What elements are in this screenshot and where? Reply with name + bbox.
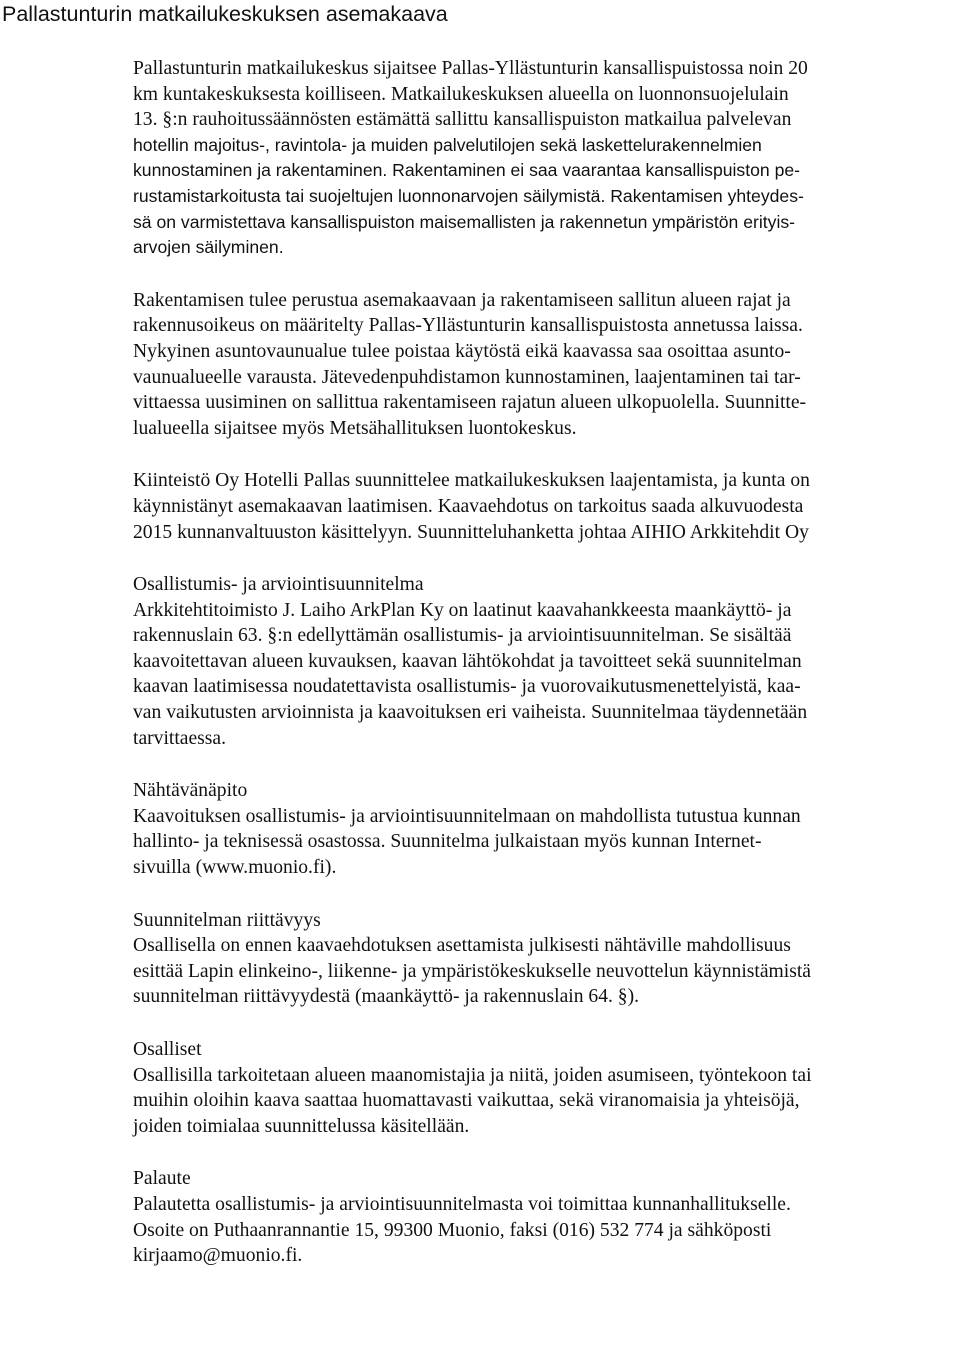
text-line: kunnostaminen ja rakentaminen. Rakentaminen ei saa vaarantaa kansallispuiston pe-: [133, 160, 801, 181]
text-line: vittaessa uusiminen on sallittua rakentamiseen rajatun alueen ulkopuolella. Suunnitte-: [133, 392, 807, 414]
text-line: käynnistänyt asemakaavan laatimisen. Kaavaehdotus on tarkoitus saada alkuvuodesta: [133, 495, 804, 517]
sufficiency-section: [133, 908, 960, 1010]
text-line: tarvittaessa.: [133, 727, 227, 749]
text-line: rakennusoikeus on määritelty Pallas-Yllästunturin kansallispuistosta annetussa laissa.: [133, 315, 803, 337]
initiative-paragraph: [133, 468, 960, 545]
text-line: Kiinteistö Oy Hotelli Pallas suunnittelee matkailukeskuksen laajentamista, ja kunta on: [133, 470, 810, 492]
text-line: lualueella sijaitsee myös Metsähallituksen luontokeskus.: [133, 417, 577, 439]
text-line: vaunualueelle varausta. Jätevedenpuhdistamon kunnostaminen, laajentaminen tai tar-: [133, 366, 801, 388]
stakeholders-section: [133, 1037, 960, 1139]
text-line: sä on varmistettava kansallispuiston maisemallisten ja rakennetun ympäristön erityis-: [133, 211, 796, 232]
text-line: rakennuslain 63. §:n edellyttämän osallistumis- ja arviointisuunnitelman. Se sisältää: [133, 625, 792, 647]
section-heading: Nähtävänäpito: [133, 780, 248, 802]
text-line: Osallisilla tarkoitetaan alueen maanomistajia ja niitä, joiden asumiseen, työntekoon tai: [133, 1064, 812, 1086]
text-line: 2015 kunnanvaltuuston käsittelyyn. Suunnitteluhanketta johtaa AIHIO Arkkitehdit Oy: [133, 521, 809, 543]
text-line: kirjaamo@muonio.fi.: [133, 1245, 303, 1267]
participation-plan-section: [133, 572, 960, 751]
text-line: sivuilla (www.muonio.fi).: [133, 857, 337, 879]
text-line: joiden toimialaa suunnittelussa käsitellään.: [133, 1115, 470, 1137]
text-line: hotellin majoitus-, ravintola- ja muiden palvelutilojen sekä laskettelurakennelmien: [133, 134, 762, 155]
section-heading: Palaute: [133, 1168, 191, 1190]
text-line: muihin oloihin kaava saattaa huomattavasti vaikuttaa, sekä viranomaisia ja yhteisöjä,: [133, 1090, 800, 1112]
text-line: 13. §:n rauhoitussäännösten estämättä sallittu kansallispuiston matkailua palvelevan: [133, 109, 792, 131]
page-title: Pallastunturin matkailukeskuksen asemakaava: [2, 2, 448, 26]
text-line: Palautetta osallistumis- ja arviointisuunnitelmasta voi toimittaa kunnanhallitukselle.: [133, 1193, 791, 1215]
text-line: Osallisella on ennen kaavaehdotuksen asettamista julkisesti nähtäville mahdollisuus: [133, 935, 791, 957]
text-line: hallinto- ja teknisessä osastossa. Suunnitelma julkaistaan myös kunnan Internet-: [133, 831, 762, 853]
text-line: rustamistarkoitusta tai suojeltujen luonnonarvojen säilymistä. Rakentamisen yhteydes-: [133, 185, 804, 206]
feedback-section: [133, 1166, 960, 1268]
construction-paragraph: [133, 288, 960, 442]
text-line: esittää Lapin elinkeino-, liikenne- ja ympäristökeskukselle neuvottelun käynnistämistä: [133, 960, 811, 982]
text-line: kaavan laatimisessa noudatettavista osallistumis- ja vuorovaikutusmenettelyistä, kaa-: [133, 676, 801, 698]
intro-paragraph: [133, 56, 960, 261]
text-line: Pallastunturin matkailukeskus sijaitsee Pallas-Yllästunturin kansallispuistossa noin 20: [133, 58, 808, 79]
section-heading: Osalliset: [133, 1039, 202, 1060]
document-body: [133, 56, 960, 1269]
section-heading: Osallistumis- ja arviointisuunnitelma: [133, 574, 424, 596]
section-heading: Suunnitelman riittävyys: [133, 909, 321, 931]
text-line: kaavoitettavan alueen kuvauksen, kaavan lähtökohdat ja tavoitteet sekä suunnitelman: [133, 650, 802, 672]
text-line: Nykyinen asuntovaunualue tulee poistaa käytöstä eikä kaavassa saa osoittaa asunto-: [133, 340, 791, 362]
text-line: Osoite on Puthaanrannantie 15, 99300 Muonio, faksi (016) 532 774 ja sähköposti: [133, 1219, 772, 1241]
text-line: Kaavoituksen osallistumis- ja arviointisuunnitelmaan on mahdollista tutustua kunnan: [133, 805, 801, 827]
text-line: km kuntakeskuksesta koilliseen. Matkailukeskuksen alueella on luonnonsuojelulain: [133, 83, 789, 105]
text-line: Rakentamisen tulee perustua asemakaavaan ja rakentamiseen sallitun alueen rajat ja: [133, 289, 791, 311]
text-line: suunnitelman riittävyydestä (maankäyttö- ja rakennuslain 64. §).: [133, 986, 640, 1008]
text-line: van vaikutusten arvioinnista ja kaavoituksen eri vaiheista. Suunnitelmaa täydennetään: [133, 702, 808, 724]
text-line: arvojen säilyminen.: [133, 237, 284, 258]
viewing-section: [133, 778, 960, 880]
text-line: Arkkitehtitoimisto J. Laiho ArkPlan Ky on laatinut kaavahankkeesta maankäyttö- ja: [133, 599, 792, 621]
